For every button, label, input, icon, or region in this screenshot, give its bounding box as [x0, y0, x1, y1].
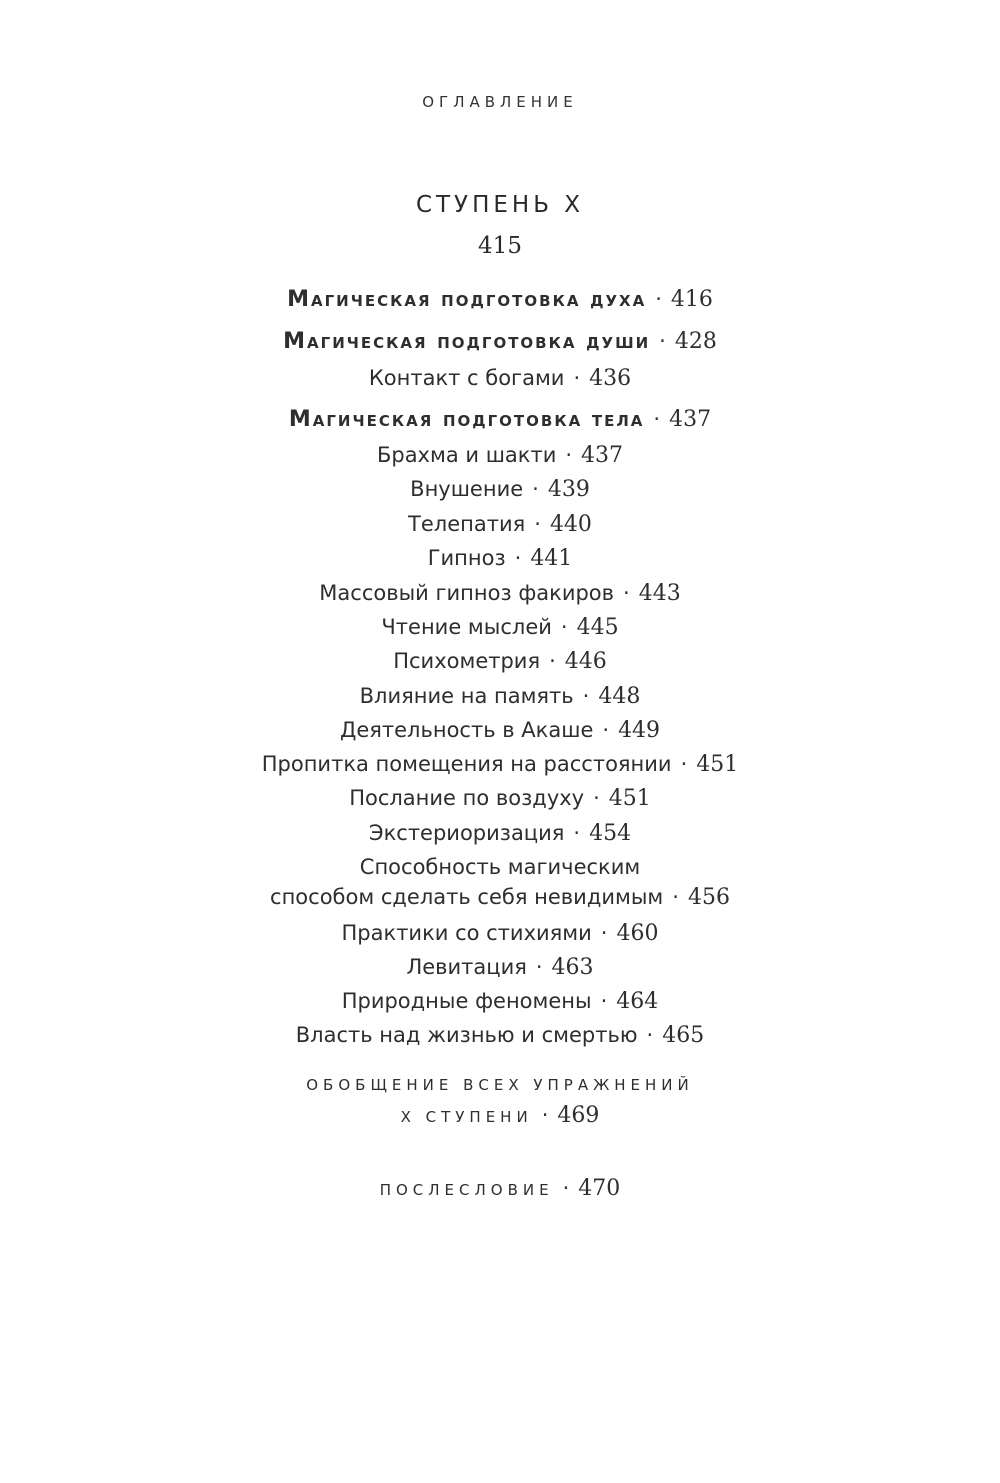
toc-separator-dot: ·	[659, 329, 666, 353]
toc-entry-page-number: 454	[589, 821, 632, 846]
toc-entry-title: Пропитка помещения на расстоянии	[261, 752, 672, 776]
toc-entry-title: Влияние на память	[359, 684, 574, 708]
toc-entry-page-number: 463	[551, 955, 594, 980]
toc-entry[interactable]	[0, 474, 1000, 505]
toc-entry-title: Внушение	[410, 477, 524, 501]
toc-entry-title: ОБОБЩЕНИЕ ВСЕХ УПРАЖНЕНИЙ	[306, 1076, 694, 1094]
toc-entry-page-number: 437	[581, 443, 624, 468]
running-head: ОГЛАВЛЕНИЕ	[422, 93, 578, 111]
toc-entry-title: Контакт с богами	[368, 366, 565, 390]
toc-entry-page-number: 440	[549, 512, 592, 537]
toc-entry-title: Магическая подготовка души	[283, 329, 651, 354]
toc-entry[interactable]	[0, 543, 1000, 574]
toc-entry-title: ПОСЛЕСЛОВИЕ	[379, 1181, 554, 1199]
toc-entry[interactable]	[0, 918, 1000, 949]
toc-separator-dot: ·	[565, 443, 573, 467]
toc-separator-dot: ·	[680, 752, 688, 776]
toc-entry-title: Деятельность в Акаше	[339, 718, 594, 742]
toc-entry-title-continued: X СТУПЕНИ	[400, 1108, 533, 1126]
toc-entry-page-number: 451	[696, 752, 739, 777]
toc-separator-dot: ·	[560, 615, 568, 639]
toc-entry-page-number: 469	[557, 1103, 600, 1128]
toc-entry[interactable]	[0, 986, 1000, 1017]
toc-entry-title: Брахма и шакти	[376, 443, 557, 467]
toc-entry-title: Магическая подготовка духа	[287, 287, 647, 312]
toc-separator-dot: ·	[600, 921, 608, 945]
toc-entry-page-number: 456	[687, 885, 730, 910]
toc-entry-page-number: 445	[576, 615, 619, 640]
toc-entry[interactable]	[0, 509, 1000, 540]
toc-separator-dot: ·	[653, 407, 661, 431]
toc-separator-dot: ·	[672, 885, 679, 909]
toc-entry-title: Массовый гипноз факиров	[319, 581, 615, 605]
toc-entry[interactable]	[0, 363, 1000, 394]
toc-entry[interactable]	[0, 440, 1000, 471]
toc-entry[interactable]	[0, 952, 1000, 983]
toc-separator-dot: ·	[623, 581, 630, 605]
toc-entry-page-number: 416	[670, 287, 713, 312]
toc-entry-page-number: 443	[638, 581, 681, 606]
toc-separator-dot: ·	[534, 512, 541, 536]
toc-entry-title-continued: способом сделать себя невидимым	[270, 885, 664, 909]
toc-entry[interactable]	[0, 284, 1000, 315]
toc-separator-dot: ·	[646, 1023, 654, 1047]
toc-separator-dot: ·	[549, 649, 556, 673]
toc-entry-page-number: 436	[589, 366, 632, 391]
toc-separator-dot: ·	[573, 366, 581, 390]
toc-entry-title: Магическая подготовка тела	[288, 407, 645, 432]
toc-entry-title: Природные феномены	[341, 989, 592, 1013]
toc-separator-dot: ·	[573, 821, 581, 845]
toc-entry-page-number: 465	[662, 1023, 705, 1048]
toc-entry[interactable]	[0, 681, 1000, 712]
toc-separator-dot: ·	[602, 718, 610, 742]
toc-entry-title: Послание по воздуху	[349, 786, 585, 810]
toc-entry[interactable]	[0, 646, 1000, 677]
toc-entry-title: Чтение мыслей	[381, 615, 552, 639]
toc-entry[interactable]	[0, 612, 1000, 643]
toc-entry-page-number: 460	[616, 921, 659, 946]
toc-separator-dot: ·	[532, 477, 539, 501]
toc-entry-title: Психометрия	[393, 649, 541, 673]
toc-entry[interactable]	[0, 578, 1000, 609]
toc-entry[interactable]	[0, 1173, 1000, 1205]
toc-entry-page-number: 439	[547, 477, 590, 502]
toc-separator-dot: ·	[600, 989, 608, 1013]
toc-entry-title: Практики со стихиями	[341, 921, 592, 945]
chapter-page-number: 415	[478, 233, 522, 259]
toc-entry-page-number: 449	[618, 718, 661, 743]
toc-entry[interactable]	[0, 783, 1000, 814]
toc-entry-title: Экстериоризация	[368, 821, 565, 845]
toc-entry-page-number: 470	[578, 1176, 621, 1201]
chapter-title: СТУПЕНЬ X	[415, 192, 585, 218]
toc-entry-title: Власть над жизнью и смертью	[295, 1023, 638, 1047]
toc-separator-dot: ·	[562, 1176, 570, 1200]
toc-separator-dot: ·	[593, 786, 600, 810]
toc-entry-page-number: 437	[669, 407, 712, 432]
toc-entry-title: Левитация	[406, 955, 527, 979]
toc-entry-page-number: 464	[616, 989, 659, 1014]
toc-separator-dot: ·	[582, 684, 590, 708]
toc-entry[interactable]	[0, 326, 1000, 357]
toc-entry-page-number: 448	[598, 684, 641, 709]
toc-entry[interactable]	[0, 404, 1000, 435]
toc-separator-dot: ·	[541, 1103, 549, 1127]
toc-separator-dot: ·	[535, 955, 543, 979]
toc-entry-title: Способность магическим	[359, 855, 641, 879]
toc-entry-page-number: 428	[674, 329, 717, 354]
toc-entry[interactable]	[0, 818, 1000, 849]
toc-entry[interactable]	[0, 1068, 1000, 1132]
toc-entry-title: Гипноз	[427, 546, 506, 570]
toc-entry[interactable]	[0, 852, 1000, 913]
toc-entry-page-number: 441	[530, 546, 573, 571]
toc-entry[interactable]	[0, 715, 1000, 746]
toc-entry-page-number: 451	[608, 786, 651, 811]
toc-entry-page-number: 446	[564, 649, 607, 674]
toc-entry-title: Телепатия	[408, 512, 526, 536]
toc-separator-dot: ·	[655, 287, 662, 311]
toc-entry[interactable]	[0, 1020, 1000, 1051]
toc-separator-dot: ·	[514, 546, 522, 570]
toc-entry[interactable]	[0, 749, 1000, 780]
